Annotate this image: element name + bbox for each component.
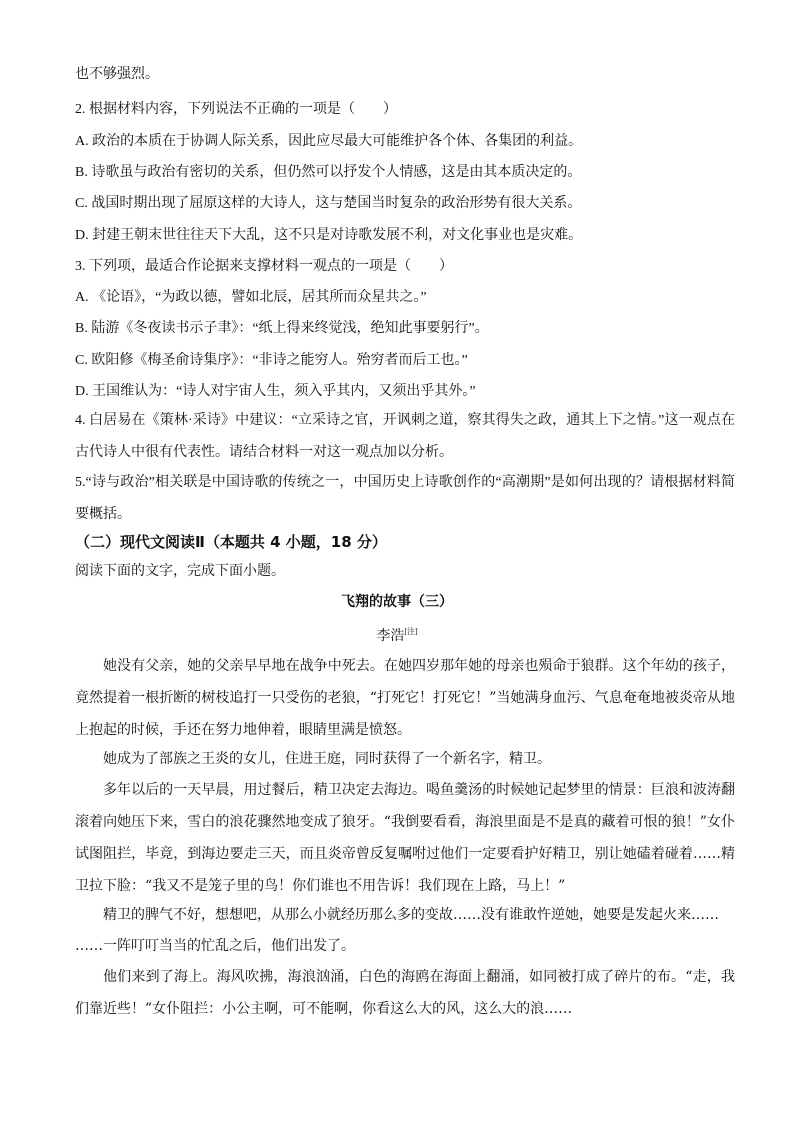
question-2-option-b: B. 诗歌虽与政治有密切的关系，但仍然可以抒发个人情感，这是由其本质决定的。 bbox=[75, 165, 582, 180]
author-note-marker: [注] bbox=[404, 627, 418, 636]
question-2-option-c: C. 战国时期出现了屈原这样的大诗人，这与楚国当时复杂的政治形势有很大关系。 bbox=[75, 196, 582, 211]
question-3-option-d: D. 王国维认为：“诗人对宇宙人生，须入乎其内，又须出乎其外。” bbox=[75, 384, 476, 399]
question-2-option-d: D. 封建王朝末世往往天下大乱，这不只是对诗歌发展不利，对文化事业也是灾难。 bbox=[75, 228, 583, 243]
section-heading: （二）现代文阅读Ⅱ（本题共 4 小题，18 分） bbox=[75, 533, 387, 551]
story-paragraph: 精卫的脾气不好，想想吧，从那么小就经历那么多的变故……没有谁敢忤逆她，她要是发起火来…… bbox=[103, 907, 719, 923]
story-paragraph: 她没有父亲，她的父亲早早地在战争中死去。在她四岁那年她的母亲也殒命于狼群。这个年幼的孩子，竟然提着一根折断的树枝追打一只受伤的老狼，“打死它！打死它！”当她满身血污、气息奄奄地被炎帝从地上抱起的时候，手还在努力地伸着，眼睛里满是愤怒。 bbox=[75, 658, 735, 738]
text-line: 也不够强烈。 bbox=[75, 67, 159, 82]
question-3-option-c: C. 欧阳修《梅圣俞诗集序》：“非诗之能穷人。殆穷者而后工也。” bbox=[75, 353, 468, 368]
question-3-option-a: A. 《论语》，“为政以德，譬如北辰，居其所而众星共之。” bbox=[75, 290, 427, 305]
story-paragraph: 他们来到了海上。海风吹拂，海浪汹涌，白色的海鸥在海面上翻涌，如同被打成了碎片的布。“走，我们靠近些！”女仆阻拦：小公主啊，可不能啊，你看这么大的风，这么大的浪…… bbox=[75, 969, 735, 1017]
question-3-stem: 3. 下列项，最适合作论据来支撑材料一观点的一项是（ ） bbox=[75, 259, 453, 274]
story-paragraph: ……一阵叮叮当当的忙乱之后，他们出发了。 bbox=[75, 938, 355, 954]
section-instruction: 阅读下面的文字，完成下面小题。 bbox=[75, 564, 285, 579]
question-2-option-a: A. 政治的本质在于协调人际关系，因此应尽最大可能维护各个体、各集团的利益。 bbox=[75, 134, 583, 149]
story-author bbox=[0, 623, 794, 646]
story-paragraph: 多年以后的一天早晨，用过餐后，精卫决定去海边。喝鱼羹汤的时候她记起梦里的情景：巨浪和波涛翻滚着向她压下来，雪白的浪花骤然地变成了狼牙。“我倒要看看，海浪里面是不是真的藏着可恨的狼！”女仆试图阻拦，毕竟，到海边要走三天，而且炎帝曾反复嘱咐过他们一定要看护好精卫，别让她磕着碰着……精卫拉下脸：“我又不是笼子里的鸟！你们谁也不用告诉！我们现在上路，马上！” bbox=[75, 782, 735, 894]
author-name: 李浩 bbox=[376, 629, 405, 644]
story-title: 飞翔的故事（三） bbox=[341, 595, 453, 610]
question-3-option-b: B. 陆游《冬夜读书示子聿》：“纸上得来终觉浅，绝知此事要躬行”。 bbox=[75, 321, 489, 336]
story-paragraph: 她成为了部族之王炎的女儿，住进王庭，同时获得了一个新名字，精卫。 bbox=[103, 751, 551, 767]
question-5: 5.“诗与政治”相关联是中国诗歌的传统之一，中国历史上诗歌创作的“高潮期”是如何出现的？请根据材料简要概括。 bbox=[75, 475, 735, 522]
question-2-stem: 2. 根据材料内容，下列说法不正确的一项是（ ） bbox=[75, 102, 397, 117]
question-4: 4. 白居易在《策林·采诗》中建议：“立采诗之官，开讽刺之道，察其得失之政，通其上下之情。”这一观点在古代诗人中很有代表性。请结合材料一对这一观点加以分析。 bbox=[75, 413, 735, 460]
